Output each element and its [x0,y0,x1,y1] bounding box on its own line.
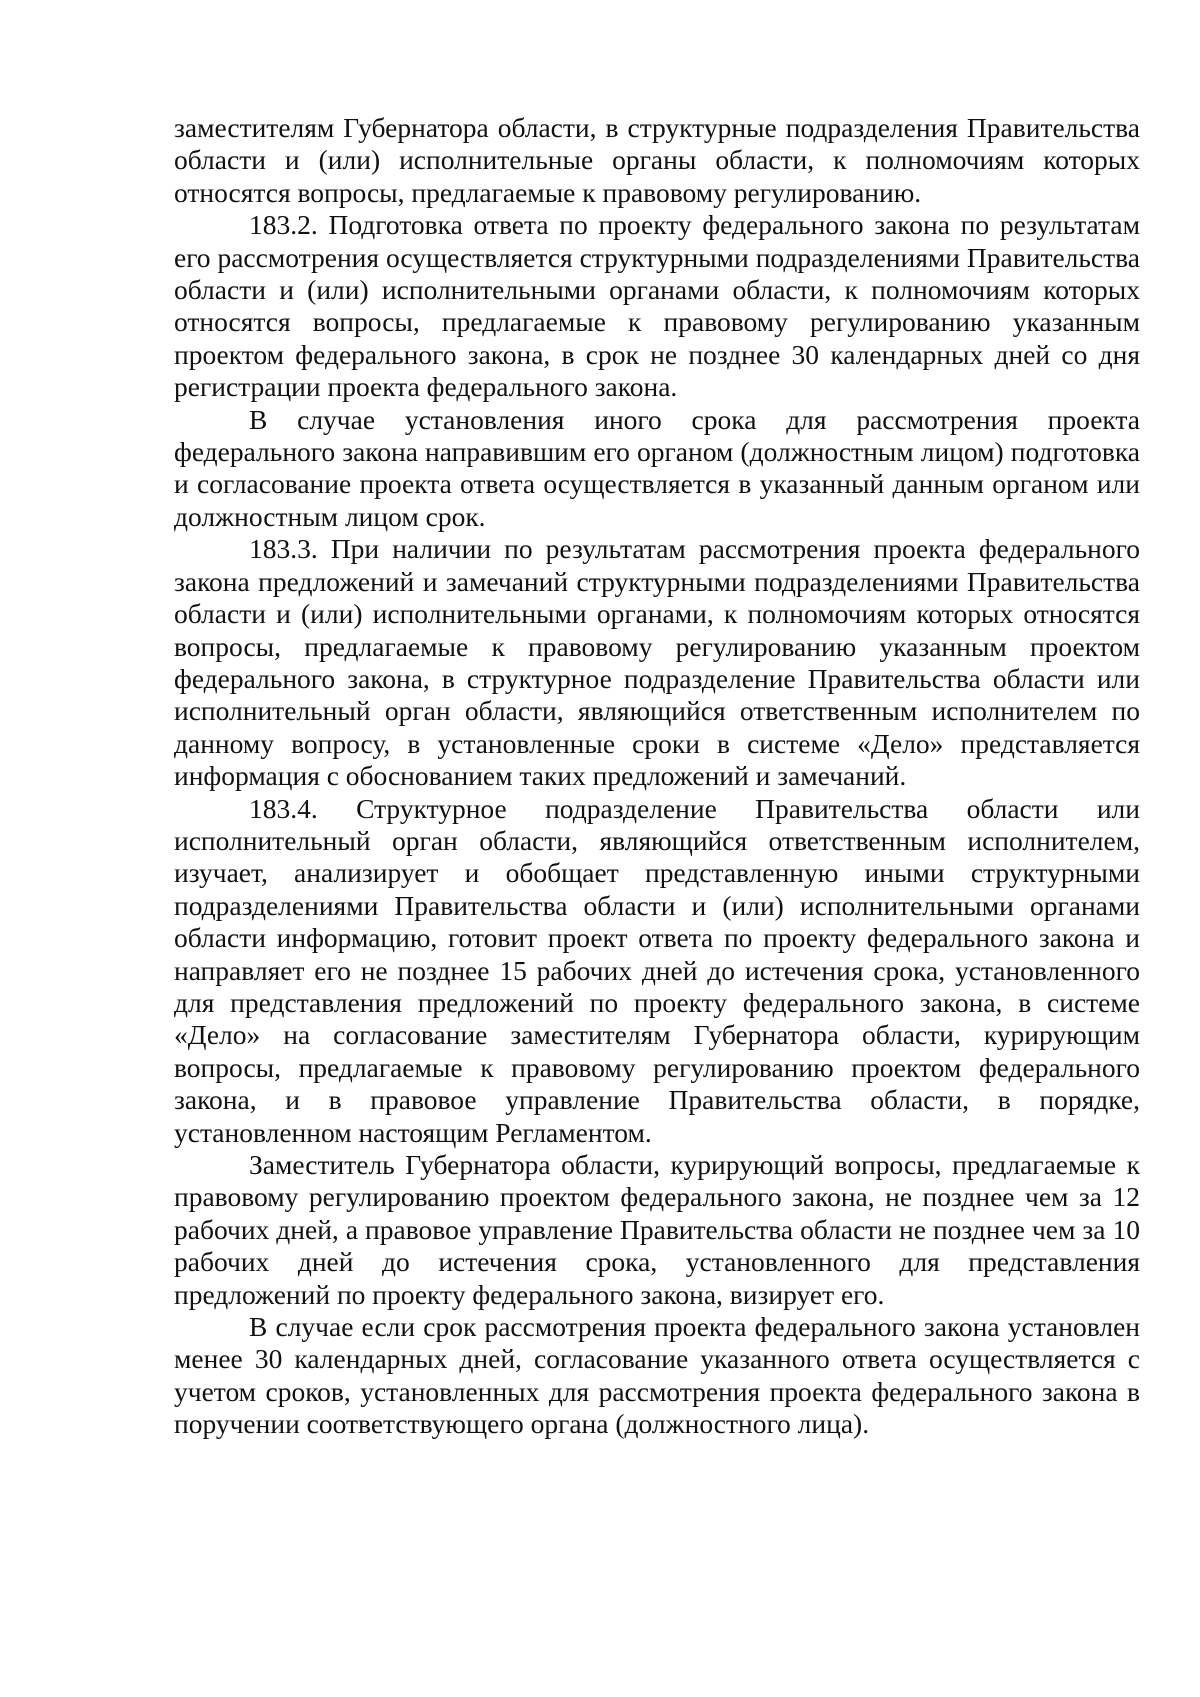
paragraph-183-4: 183.4. Структурное подразделение Правительства области или исполнительный орган области, являющийся ответственным исполнителем, изучает, анализирует и обобщает представленную иными структурными подразделениями Правительства области и (или) исполнительными органами области информацию, готовит проект ответа по проекту федерального закона и направляет его не позднее 15 рабочих дней до истечения срока, установленного для представления предложений по проекту федерального закона, в системе «Дело» на согласование заместителям Губернатора области, курирующим вопросы, предлагаемые к правовому регулированию проектом федерального закона, и в правовое управление Правительства области, в порядке, установленном настоящим Регламентом. [174,792,1140,1148]
paragraph-continuation: заместителям Губернатора области, в структурные подразделения Правительства области и (или) исполнительные органы области, к полномочиям которых относятся вопросы, предлагаемые к правовому регулированию. [174,112,1140,208]
paragraph-short-deadline: В случае если срок рассмотрения проекта федерального закона установлен менее 30 календарных дней, согласование указанного ответа осуществляется с учетом сроков, установленных для рассмотрения проекта федерального закона в поручении соответствующего органа (должностного лица). [174,1311,1140,1440]
paragraph-183-2: 183.2. Подготовка ответа по проекту федерального закона по результатам его рассмотрения осуществляется структурными подразделениями Правительства области и (или) исполнительными органами области, к полномочиям которых относятся вопросы, предлагаемые к правовому регулированию указанным проектом федерального закона, в срок не позднее 30 календарных дней со дня регистрации проекта федерального закона. [174,209,1140,403]
paragraph-other-deadline: В случае установления иного срока для рассмотрения проекта федерального закона направившим его органом (должностным лицом) подготовка и согласование проекта ответа осуществляется в указанный данным органом или должностным лицом срок. [174,403,1140,532]
paragraph-183-3: 183.3. При наличии по результатам рассмотрения проекта федерального закона предложений и замечаний структурными подразделениями Правительства области и (или) исполнительными органами, к полномочиям которых относятся вопросы, предлагаемые к правовому регулированию указанным проектом федерального закона, в структурное подразделение Правительства области или исполнительный орган области, являющийся ответственным исполнителем по данному вопросу, в установленные сроки в системе «Дело» представляется информация с обоснованием таких предложений и замечаний. [174,533,1140,792]
document-page [174,112,1140,1441]
paragraph-deputy-governor: Заместитель Губернатора области, курирующий вопросы, предлагаемые к правовому регулированию проектом федерального закона, не позднее чем за 12 рабочих дней, а правовое управление Правительства области не позднее чем за 10 рабочих дней до истечения срока, установленного для представления предложений по проекту федерального закона, визирует его. [174,1149,1140,1310]
